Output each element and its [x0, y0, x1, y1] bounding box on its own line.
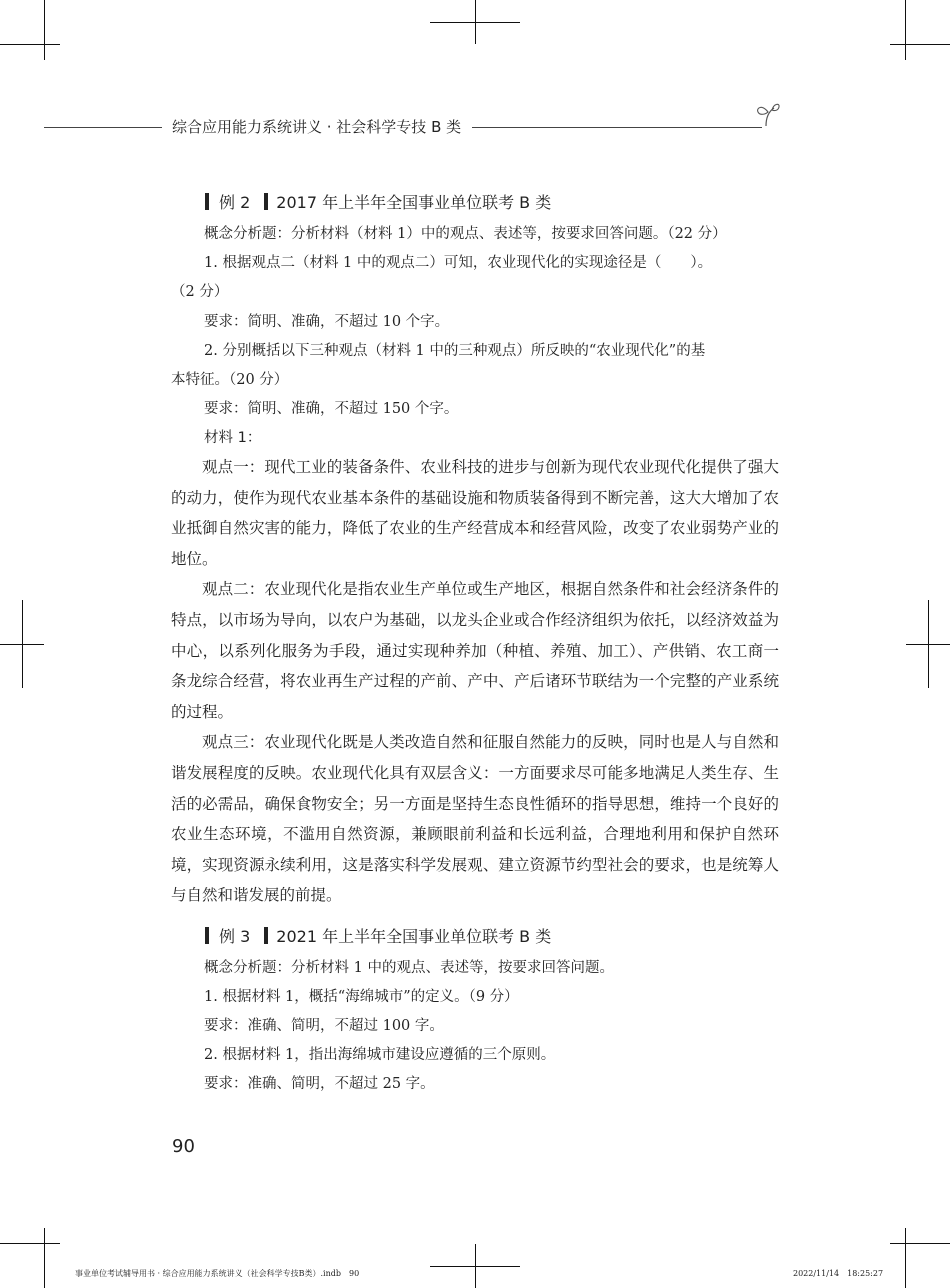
- header-rule-left: [44, 127, 162, 128]
- page-number: 90: [172, 1136, 195, 1157]
- crop-mark-top-left-v: [44, 0, 45, 60]
- header-rule-right: [472, 127, 762, 128]
- example-2-question-1: 1. 根据观点二（材料 1 中的观点二）可知，农业现代化的实现途径是（ ）。: [204, 255, 713, 271]
- crop-mark-bottom-left-h: [0, 1243, 60, 1244]
- example-2-question-2: 2. 分别概括以下三种观点（材料 1 中的三种观点）所反映的“农业现代化”的基: [204, 343, 706, 359]
- view-2-paragraph: 观点二：农业现代化是指农业生产单位或生产地区，根据自然条件和社会经济条件的特点，以市场为导向，以农户为基础，以龙头企业或合作经济组织为依托，以经济效益为中心，以系列化服务为手段，通过实现种养加（种植、养殖、加工）、产供销、农工商一条龙综合经营，将农业再生产过程的产前、产中、产后诸环节联结为一个完整的产业系统的过程。: [171, 580, 779, 721]
- crop-mark-top-right-h: [890, 44, 950, 45]
- example-2-label: 例 2: [219, 193, 251, 212]
- register-mark-left-h: [0, 644, 44, 645]
- print-footer-timestamp: 2022/11/14 18:25:27: [793, 1269, 884, 1278]
- example-3-requirement-2: 要求：准确、简明，不超过 25 字。: [204, 1076, 435, 1092]
- heading-bar: [205, 193, 209, 210]
- crop-mark-bottom-right-h: [890, 1243, 950, 1244]
- example-3-intro: 概念分析题：分析材料 1 中的观点、表述等，按要求回答问题。: [204, 960, 614, 976]
- heading-bar: [205, 927, 209, 944]
- example-2-source: 2017 年上半年全国事业单位联考 B 类: [276, 193, 552, 212]
- register-mark-right-h: [906, 644, 950, 645]
- heading-bar: [264, 193, 268, 210]
- example-3-source: 2021 年上半年全国事业单位联考 B 类: [276, 927, 552, 946]
- example-3-heading: [205, 924, 551, 947]
- view-3-paragraph: 观点三：农业现代化既是人类改造自然和征服自然能力的反映，同时也是人与自然和谐发展程度的反映。农业现代化具有双层含义：一方面要求尽可能多地满足人类生存、生活的必需品，确保食物安全；另一方面是坚持生态良性循环的指导思想，维持一个良好的农业生态环境，不滥用自然资源，兼顾眼前利益和长远利益，合理地利用和保护自然环境，实现资源永续利用，这是落实科学发展观、建立资源节约型社会的要求，也是统筹人与自然和谐发展的前提。: [171, 733, 779, 905]
- material-label: 材料 1：: [204, 430, 262, 446]
- example-2-heading: [205, 190, 551, 213]
- crop-mark-top-right-v: [905, 0, 906, 60]
- heading-bar: [264, 927, 268, 944]
- example-2-question-2-cont: 本特征。（20 分）: [171, 372, 289, 388]
- example-2-intro: 概念分析题：分析材料（材料 1）中的观点、表述等，按要求回答问题。（22 分）: [204, 226, 727, 242]
- crop-mark-top-left-h: [0, 44, 60, 45]
- crop-mark-bottom-left-v: [44, 1228, 45, 1288]
- crop-mark-bottom-right-v: [905, 1228, 906, 1288]
- running-header: [44, 116, 784, 140]
- register-mark-top-h: [430, 22, 520, 23]
- header-title: 综合应用能力系统讲义 · 社会科学专技 B 类: [172, 118, 462, 136]
- print-footer-file: 事业单位考试辅导用书 · 综合应用能力系统讲义（社会科学专技B类）.indb 90: [75, 1269, 360, 1278]
- example-3-label: 例 3: [219, 927, 251, 946]
- leaf-icon: [752, 100, 782, 130]
- view-1-paragraph: 观点一：现代工业的装备条件、农业科技的进步与创新为现代农业现代化提供了强大的动力，使作为现代农业基本条件的基础设施和物质装备得到不断完善，这大大增加了农业抵御自然灾害的能力，降低了农业的生产经营成本和经营风险，改变了农业弱势产业的地位。: [171, 458, 779, 568]
- example-2-question-1-cont: （2 分）: [171, 284, 229, 300]
- example-3-requirement-1: 要求：准确、简明，不超过 100 字。: [204, 1018, 444, 1034]
- example-2-requirement-1: 要求：简明、准确，不超过 10 个字。: [204, 314, 450, 330]
- example-3-question-2: 2. 根据材料 1，指出海绵城市建设应遵循的三个原则。: [204, 1047, 556, 1063]
- example-3-question-1: 1. 根据材料 1，概括“海绵城市”的定义。（9 分）: [204, 989, 519, 1005]
- example-2-requirement-2: 要求：简明、准确，不超过 150 个字。: [204, 401, 459, 417]
- material-body: [171, 452, 779, 911]
- register-mark-bottom-h: [430, 1266, 520, 1267]
